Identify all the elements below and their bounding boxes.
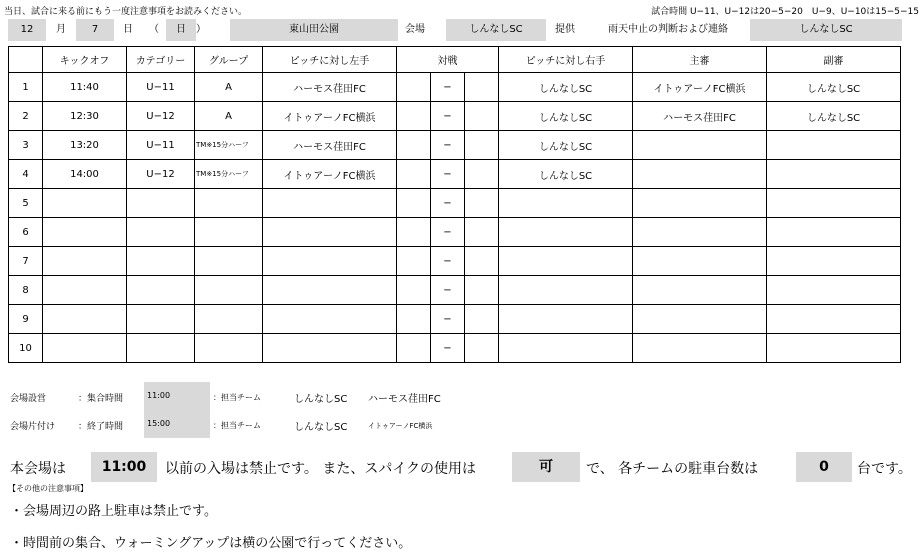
category-cell: U−12 — [127, 102, 195, 131]
referee-cell: イトゥアーノFC横浜 — [633, 73, 767, 102]
group-cell — [195, 218, 263, 247]
match-dash: − — [431, 247, 465, 276]
header-referee: 主審 — [633, 47, 767, 73]
right-team-cell — [499, 218, 633, 247]
entry-middle-2: で、 各チームの駐車台数は — [586, 461, 759, 477]
table-row — [9, 189, 901, 218]
match-spacer-right — [465, 218, 499, 247]
kickoff-cell — [43, 305, 127, 334]
spike-allowed: 可 — [512, 452, 580, 482]
right-team-cell: しんなしSC — [499, 131, 633, 160]
cleanup-time-label: ：終了時間 — [78, 422, 124, 432]
setup-team-1: しんなしSC — [294, 394, 348, 405]
kickoff-cell — [43, 334, 127, 363]
entry-middle-1: 以前の入場は禁止です。 また、スパイクの使用は — [165, 461, 477, 477]
table-row — [9, 276, 901, 305]
header-group: グループ — [195, 47, 263, 73]
match-dash: − — [431, 218, 465, 247]
setup-team-label: ：担当チーム — [213, 393, 261, 402]
left-team-cell: イトゥアーノFC横浜 — [263, 102, 397, 131]
kickoff-cell — [43, 218, 127, 247]
category-cell — [127, 189, 195, 218]
group-cell: A — [195, 102, 263, 131]
other-heading: 【その他の注意事項】 — [8, 484, 88, 493]
match-dash: − — [431, 102, 465, 131]
assistant-cell — [767, 334, 901, 363]
cleanup-team-1: しんなしSC — [294, 422, 348, 433]
month-value: 12 — [8, 19, 46, 41]
match-dash: − — [431, 160, 465, 189]
match-dash: − — [431, 334, 465, 363]
category-cell: U−11 — [127, 73, 195, 102]
provider-label: 提供 — [555, 24, 575, 35]
assistant-cell — [767, 305, 901, 334]
referee-cell — [633, 334, 767, 363]
row-number: 8 — [9, 276, 43, 305]
kickoff-cell: 12:30 — [43, 102, 127, 131]
venue-label: 会場 — [405, 24, 425, 35]
table-row — [9, 247, 901, 276]
day-value: 7 — [76, 19, 114, 41]
group-cell: TM※15分ハーフ — [195, 160, 263, 189]
referee-cell — [633, 218, 767, 247]
row-number: 6 — [9, 218, 43, 247]
match-spacer-right — [465, 305, 499, 334]
top-notice: 当日、試合に来る前にもう一度注意事項をお読みください。 — [4, 7, 248, 17]
match-spacer-right — [465, 73, 499, 102]
referee-cell — [633, 131, 767, 160]
left-team-cell — [263, 276, 397, 305]
category-cell — [127, 247, 195, 276]
assistant-cell: しんなしSC — [767, 102, 901, 131]
category-cell — [127, 334, 195, 363]
match-dash: − — [431, 131, 465, 160]
assistant-cell — [767, 189, 901, 218]
match-spacer-left — [397, 73, 431, 102]
setup-time: 11:00 — [144, 382, 210, 410]
referee-cell — [633, 160, 767, 189]
match-dash: − — [431, 276, 465, 305]
kickoff-cell: 14:00 — [43, 160, 127, 189]
row-number: 3 — [9, 131, 43, 160]
match-dash: − — [431, 305, 465, 334]
match-spacer-left — [397, 305, 431, 334]
header-match: 対戦 — [397, 47, 499, 73]
kickoff-cell: 13:20 — [43, 131, 127, 160]
group-cell — [195, 247, 263, 276]
referee-cell — [633, 276, 767, 305]
header-right-team: ピッチに対し右手 — [499, 47, 633, 73]
left-team-cell: ハーモス荏田FC — [263, 73, 397, 102]
table-header-row — [9, 47, 901, 73]
table-row — [9, 218, 901, 247]
day-label: 日 — [123, 24, 133, 35]
assistant-cell — [767, 218, 901, 247]
right-team-cell — [499, 334, 633, 363]
paren-close: ） — [196, 24, 206, 35]
row-number: 1 — [9, 73, 43, 102]
row-number: 4 — [9, 160, 43, 189]
match-spacer-left — [397, 334, 431, 363]
entry-prefix: 本会場は — [10, 461, 66, 477]
match-spacer-left — [397, 218, 431, 247]
assistant-cell — [767, 160, 901, 189]
entry-suffix: 台です。 — [857, 461, 912, 477]
left-team-cell — [263, 305, 397, 334]
match-spacer-right — [465, 334, 499, 363]
table-row — [9, 102, 901, 131]
match-time-note: 試合時間 U−11、U−12は20−5−20 U−9、U−10は15−5−15 — [651, 7, 919, 17]
left-team-cell — [263, 247, 397, 276]
cleanup-team-2: イトゥアーノFC横浜 — [368, 422, 433, 430]
provider-value: しんなしSC — [446, 19, 546, 41]
other-note-1: ・会場周辺の路上駐車は禁止です。 — [10, 504, 217, 519]
header-category: カテゴリー — [127, 47, 195, 73]
assistant-cell: しんなしSC — [767, 73, 901, 102]
match-spacer-left — [397, 189, 431, 218]
right-team-cell — [499, 247, 633, 276]
group-cell — [195, 189, 263, 218]
right-team-cell: しんなしSC — [499, 73, 633, 102]
row-number: 9 — [9, 305, 43, 334]
weekday-value: 日 — [166, 19, 196, 41]
kickoff-cell: 11:40 — [43, 73, 127, 102]
cleanup-team-label: ：担当チーム — [213, 421, 261, 430]
referee-cell — [633, 189, 767, 218]
category-cell — [127, 276, 195, 305]
group-cell: TM※15分ハーフ — [195, 131, 263, 160]
category-cell: U−12 — [127, 160, 195, 189]
rain-label: 雨天中止の判断および連絡 — [608, 24, 728, 35]
table-row — [9, 73, 901, 102]
left-team-cell — [263, 218, 397, 247]
row-number: 2 — [9, 102, 43, 131]
header-assistant: 副審 — [767, 47, 901, 73]
setup-label: 会場設営 — [10, 394, 47, 404]
left-team-cell: ハーモス荏田FC — [263, 131, 397, 160]
group-cell — [195, 305, 263, 334]
match-spacer-right — [465, 102, 499, 131]
assistant-cell — [767, 247, 901, 276]
match-spacer-left — [397, 247, 431, 276]
setup-team-2: ハーモス荏田FC — [368, 394, 441, 405]
table-row — [9, 334, 901, 363]
match-spacer-right — [465, 276, 499, 305]
kickoff-cell — [43, 247, 127, 276]
kickoff-cell — [43, 189, 127, 218]
category-cell — [127, 218, 195, 247]
left-team-cell — [263, 334, 397, 363]
referee-cell — [633, 305, 767, 334]
table-row — [9, 160, 901, 189]
match-spacer-right — [465, 160, 499, 189]
assistant-cell — [767, 276, 901, 305]
match-dash: − — [431, 73, 465, 102]
cleanup-time: 15:00 — [144, 410, 210, 438]
match-spacer-left — [397, 131, 431, 160]
left-team-cell — [263, 189, 397, 218]
right-team-cell — [499, 276, 633, 305]
row-number: 10 — [9, 334, 43, 363]
match-spacer-right — [465, 189, 499, 218]
group-cell — [195, 276, 263, 305]
header-left-team: ピッチに対し左手 — [263, 47, 397, 73]
match-spacer-left — [397, 160, 431, 189]
entry-time: 11:00 — [91, 452, 157, 482]
paren-open: （ — [149, 24, 159, 35]
table-row — [9, 131, 901, 160]
referee-cell: ハーモス荏田FC — [633, 102, 767, 131]
match-spacer-left — [397, 102, 431, 131]
header-no — [9, 47, 43, 73]
group-cell: A — [195, 73, 263, 102]
referee-cell — [633, 247, 767, 276]
row-number: 7 — [9, 247, 43, 276]
other-note-2: ・時間前の集合、ウォーミングアップは横の公園で行ってください。 — [10, 536, 412, 551]
right-team-cell — [499, 189, 633, 218]
header-kickoff: キックオフ — [43, 47, 127, 73]
match-dash: − — [431, 189, 465, 218]
match-spacer-left — [397, 276, 431, 305]
right-team-cell — [499, 305, 633, 334]
kickoff-cell — [43, 276, 127, 305]
category-cell: U−11 — [127, 131, 195, 160]
row-number: 5 — [9, 189, 43, 218]
left-team-cell: イトゥアーノFC横浜 — [263, 160, 397, 189]
match-spacer-right — [465, 131, 499, 160]
category-cell — [127, 305, 195, 334]
assistant-cell — [767, 131, 901, 160]
schedule-table — [8, 46, 901, 363]
group-cell — [195, 334, 263, 363]
parking-count: 0 — [796, 452, 852, 482]
right-team-cell: しんなしSC — [499, 102, 633, 131]
venue-name: 東山田公園 — [230, 19, 398, 41]
cleanup-label: 会場片付け — [10, 422, 56, 432]
rain-contact: しんなしSC — [750, 19, 902, 41]
right-team-cell: しんなしSC — [499, 160, 633, 189]
match-spacer-right — [465, 247, 499, 276]
month-label: 月 — [56, 24, 66, 35]
setup-time-label: ：集合時間 — [78, 394, 124, 404]
table-row — [9, 305, 901, 334]
